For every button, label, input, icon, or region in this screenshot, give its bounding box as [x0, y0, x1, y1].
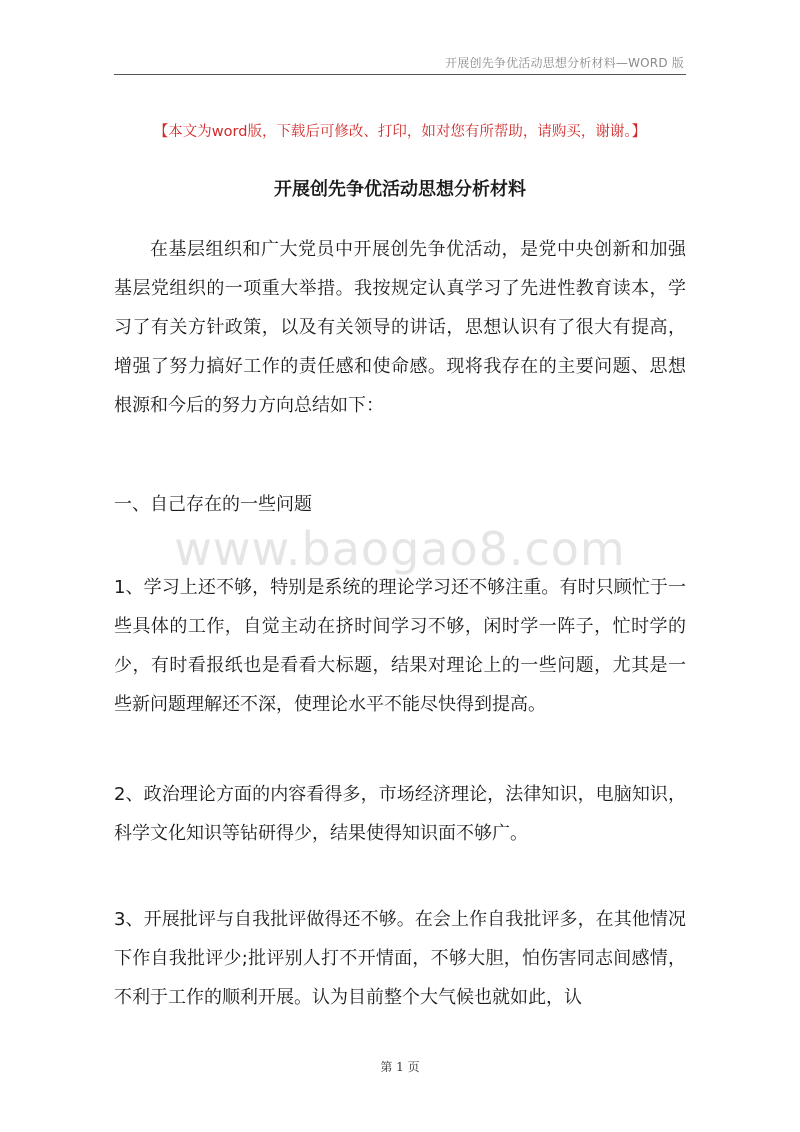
purchase-notice: 【本文为word版，下载后可修改、打印，如对您有所帮助，请购买，谢谢。】 [153, 124, 647, 140]
intro-paragraph: 在基层组织和广大党员中开展创先争优活动，是党中央创新和加强基层党组织的一项重大举措。我按规定认真学习了先进性教育读本，学习了有关方针政策，以及有关领导的讲话，思想认识有了很大有提高，增强了努力搞好工作的责任感和使命感。现将我存在的主要问题、思想根源和今后的努力方向总结如下： [114, 239, 686, 416]
watermark: www.baogao8.com [174, 522, 626, 576]
document-title: 开展创先争优活动思想分析材料 [274, 179, 526, 200]
paragraph-item-3: 3、开展批评与自我批评做得还不够。在会上作自我批评多，在其他情况下作自我批评少;批评别人打不开情面，不够大胆，怕伤害同志间感情，不利于工作的顺利开展。认为目前整个大气候也就如此，认 [114, 909, 686, 1008]
running-header: 开展创先争优活动思想分析材料—WORD 版 [445, 56, 684, 70]
header-rule [114, 74, 686, 75]
page-number: 第 1 页 [380, 1060, 420, 1074]
paragraph-item-2: 2、政治理论方面的内容看得多，市场经济理论，法律知识，电脑知识，科学文化知识等钻研得少，结果使得知识面不够广。 [114, 784, 686, 844]
section-heading: 一、自己存在的一些问题 [114, 494, 312, 515]
paragraph-item-1: 1、学习上还不够，特别是系统的理论学习还不够注重。有时只顾忙于一些具体的工作，自觉主动在挤时间学习不够，闲时学一阵子，忙时学的少，有时看报纸也是看看大标题，结果对理论上的一些问题，尤其是一些新问题理解还不深，使理论水平不能尽快得到提高。 [114, 577, 686, 715]
